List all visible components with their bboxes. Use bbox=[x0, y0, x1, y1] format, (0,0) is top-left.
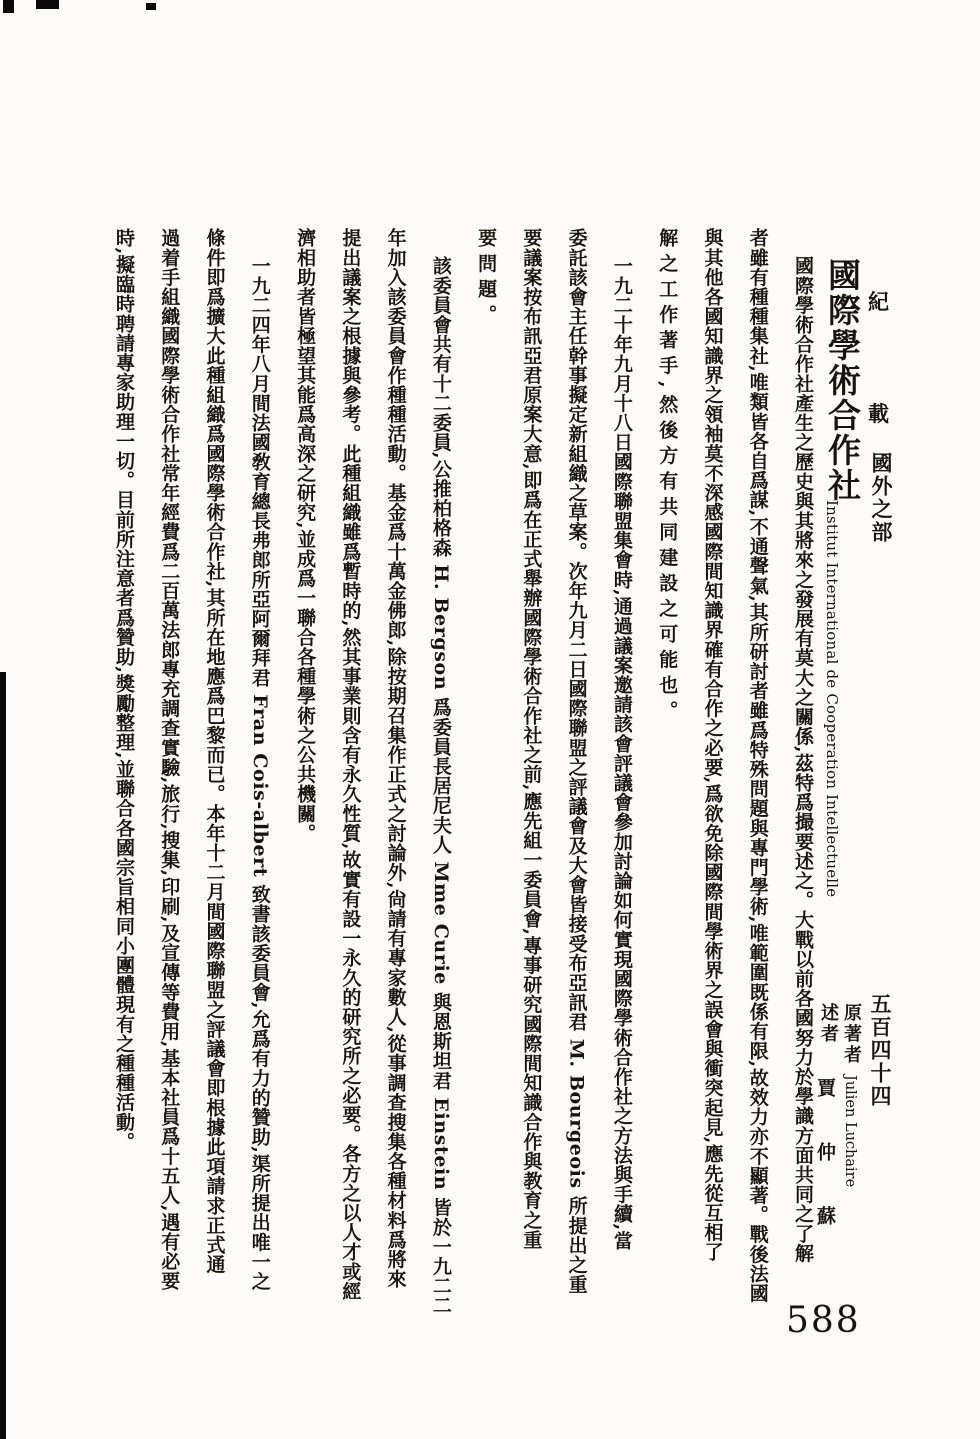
text-column-16: 時,擬臨時聘請專家助理一切。目前所注意者爲贊助,獎勵整理,並聯合各國宗旨相同小團體現有之種種活動。 bbox=[113, 228, 135, 1152]
text-column-13: 一九二四年八月間法國敎育總長弗郎所亞阿爾拜君 Fran Cois-albert 致書該委員會,允爲有力的贊助,渠所提出唯一之 bbox=[248, 256, 271, 1291]
author-label: 原著者 bbox=[841, 1003, 862, 1066]
masthead-mark-1: 紀 bbox=[868, 289, 889, 314]
scan-edge-strip bbox=[0, 672, 6, 1439]
scan-speck bbox=[36, 0, 59, 9]
scan-speck bbox=[3, 0, 14, 13]
article-body bbox=[112, 228, 814, 1320]
page-number: 588 bbox=[786, 1300, 861, 1341]
text-column-11: 提出議案之根據與參考。此種組織雖爲暫時的,然其事業則含有永久性質,故實有設一永久的研究所之必要。各方之以人才或經 bbox=[339, 228, 362, 1301]
text-column-7: 要議案按布訊亞君原案大意,即爲在正式舉辦國際學術合作社之前,應先組一委員會,專事研究國際間知識合作與教育之重 bbox=[520, 228, 543, 1250]
page-title: 國際學術合作社 bbox=[823, 258, 862, 503]
folio-number-chinese: 五百四十四 bbox=[868, 993, 893, 1108]
text-column-9: 該委員會共有十二委員,公推柏格森 H. Bergson 爲委員長居尼夫人 Mme Curie 與恩斯坦君 Einstein 皆於一九二二 bbox=[429, 256, 452, 1316]
page-subtitle-latin: Institut International de Cooperation Intellectuelle bbox=[823, 500, 841, 898]
scan-speck bbox=[146, 3, 156, 10]
text-column-2: 者雖有種種集社,唯類皆各自爲謀,不通聲氣,其所研討者雖爲特殊問題與專門學術,唯範圍既係有限,故效力亦不顯著。戰後法國 bbox=[746, 228, 769, 1303]
text-column-15: 過着手組織國際學術合作社常年經費爲二百萬法郎專充調查實驗,旅行,搜集,印刷,及宣傳等費用,基本社員爲十五人,遇有必要 bbox=[158, 228, 181, 1291]
text-column-10: 年加入該委員會作種種活動。基金爲十萬金佛郎,除按期召集作正式之討論外,尙請有專家數人,從事調查搜集各種材料爲將來 bbox=[384, 228, 407, 1289]
text-column-4: 解之工作著手,然後方有共同建設之可能也。 bbox=[656, 228, 679, 726]
text-column-5: 一九二十年九月十八日國際聯盟集會時,通過議案邀請該會評議會參加討論如何實現國際學術合作社之方法與手續,當 bbox=[610, 256, 633, 1251]
masthead-mark-2: 載 bbox=[868, 401, 889, 426]
text-column-3: 與其他各國知識界之領袖莫不深感國際間知識界確有合作之必要,爲欲免除國際間學術界之誤會與衝突起見,應先從互相了 bbox=[701, 228, 724, 1262]
text-column-14: 條件即爲擴大此種組織爲國際學術合作社,其所在地應爲巴黎而已。本年十二月間國際聯盟之評議會即根據此項請求正式通 bbox=[203, 228, 226, 1275]
translator-name: 賈仲蘇 bbox=[814, 1078, 836, 1270]
text-column-8: 要問題。 bbox=[475, 228, 498, 330]
author-name: Julien Luchaire bbox=[842, 1075, 858, 1188]
translator-label: 述者 bbox=[818, 1003, 839, 1045]
section-label: 國外之部 bbox=[869, 452, 894, 544]
text-column-1: 國際學術合作社產生之歷史與其將來之發展有莫大之關係,茲特爲撮要述之。大戰以前各國努力於學識方面共同之了解 bbox=[791, 256, 814, 1263]
text-column-6: 委託該會主任幹事擬定新組織之草案。次年九月二日國際聯盟之評議會及大會皆接受布亞訊君 M. Bourgeois 所提出之重 bbox=[565, 228, 588, 1295]
text-column-12: 濟相助者皆極望其能爲高深之研究,並成爲一聯合各種學術之公共機關。 bbox=[294, 228, 317, 843]
